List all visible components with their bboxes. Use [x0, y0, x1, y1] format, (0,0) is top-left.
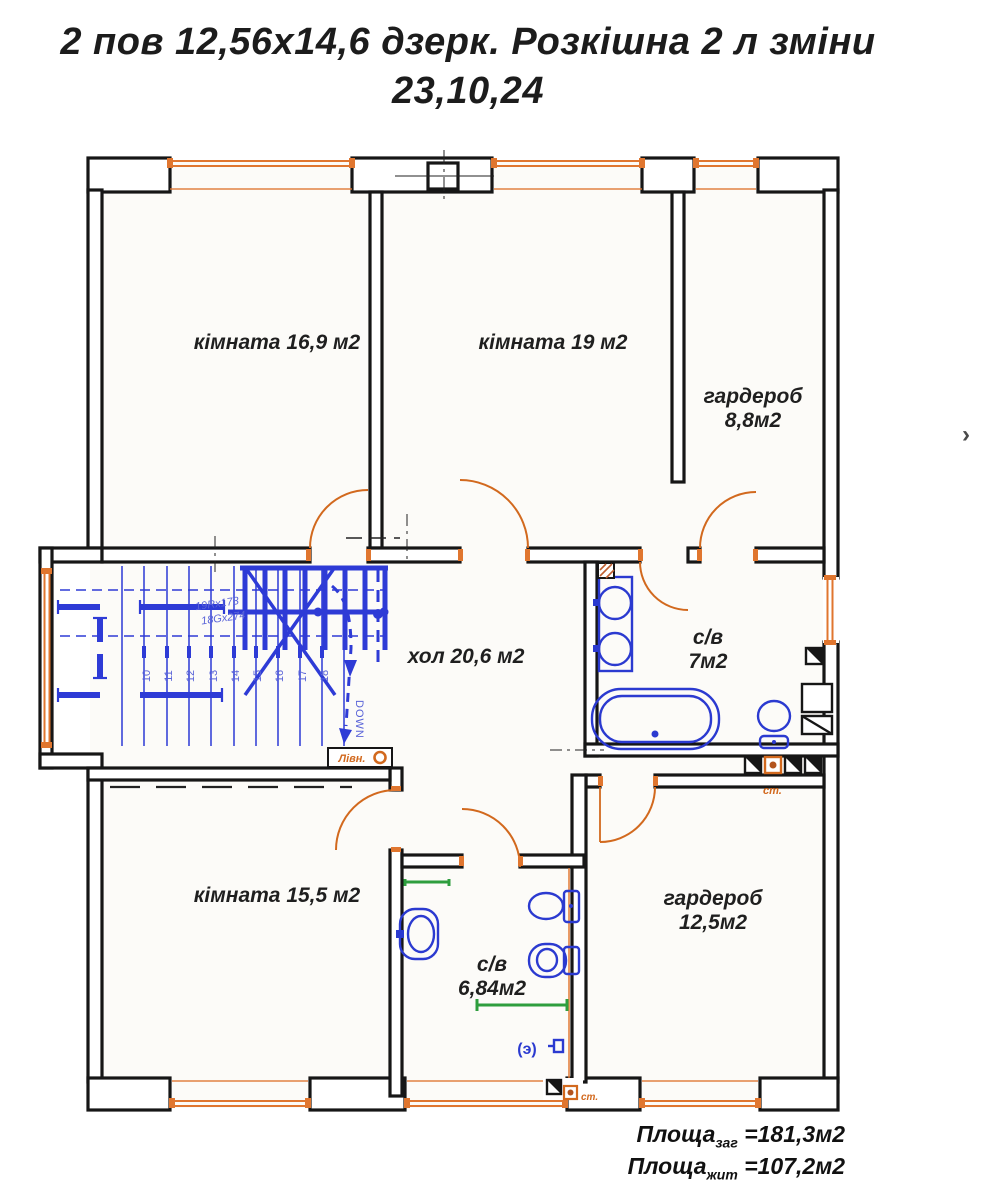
wardrobe-bottom-area: 12,5м2: [678, 911, 748, 934]
stair-down-label: DOWN: [353, 700, 365, 739]
riser-label-top: ст.: [763, 785, 782, 797]
total-area-label: Площа: [636, 1121, 716, 1147]
svg-text:12: 12: [185, 669, 197, 683]
wardrobe-top-name: гардероб: [703, 385, 803, 408]
living-area-line: [628, 1152, 845, 1184]
svg-text:14: 14: [230, 669, 242, 683]
living-area-value: =107,2м2: [744, 1153, 845, 1180]
wardrobe-top-area: 8,8м2: [724, 409, 782, 432]
room-label-wardrobe-8-8: [704, 385, 803, 433]
window-right: [823, 575, 839, 645]
svg-text:17: 17: [297, 669, 309, 683]
svg-text:11: 11: [163, 670, 175, 682]
bath-top-name: с/в: [692, 626, 724, 649]
room-label-16-9: кімната 16,9 м2: [193, 331, 361, 354]
svg-text:15: 15: [252, 669, 264, 683]
duct-hatched: [598, 563, 614, 578]
svg-text:13: 13: [208, 669, 220, 683]
living-area-label: Площа: [627, 1153, 707, 1180]
bath-bottom-name: с/в: [476, 953, 508, 976]
svg-text:18: 18: [319, 669, 331, 683]
room-label-hall: хол 20,6 м2: [407, 645, 525, 668]
room-label-wardrobe-12-5: [664, 887, 763, 935]
stair-step-numbers: [141, 670, 331, 682]
svg-text:10: 10: [141, 669, 153, 683]
area-totals: [628, 1120, 845, 1184]
next-arrow-icon[interactable]: ›: [962, 421, 970, 448]
room-label-bath-6-84: [458, 953, 526, 1001]
svg-text:Лівн.: Лівн.: [338, 753, 366, 765]
riser-label-bottom: ст.: [581, 1092, 599, 1103]
total-area-line: [628, 1120, 845, 1152]
room-label-15-5: кімната 15,5 м2: [193, 884, 361, 907]
svg-text:(э): (э): [517, 1041, 537, 1058]
wardrobe-bottom-name: гардероб: [663, 887, 763, 910]
room-label-19: кімната 19 м2: [478, 331, 628, 354]
storm-riser-note: [328, 748, 392, 767]
bath-bottom-area: 6,84м2: [457, 977, 527, 1000]
bath-top-area: 7м2: [688, 650, 728, 673]
svg-text:16: 16: [274, 669, 286, 683]
plan-title-line1: 2 пов 12,56х14,6 дзерк.: [60, 21, 501, 63]
svg-text:19Rx173: 19Rx173: [194, 595, 240, 614]
total-area-sub: заг: [715, 1134, 738, 1151]
svg-text:18Gx274: 18Gx274: [200, 609, 247, 628]
riser-group-bottom: [543, 1078, 583, 1100]
living-area-sub: жит: [706, 1166, 738, 1183]
riser-box-top: [765, 757, 781, 773]
total-area-value: =181,3м2: [744, 1121, 845, 1147]
room-label-bath-7: [689, 626, 728, 674]
plan-title-line2: Розкішна 2 л зміни 23,10,24: [392, 21, 876, 112]
